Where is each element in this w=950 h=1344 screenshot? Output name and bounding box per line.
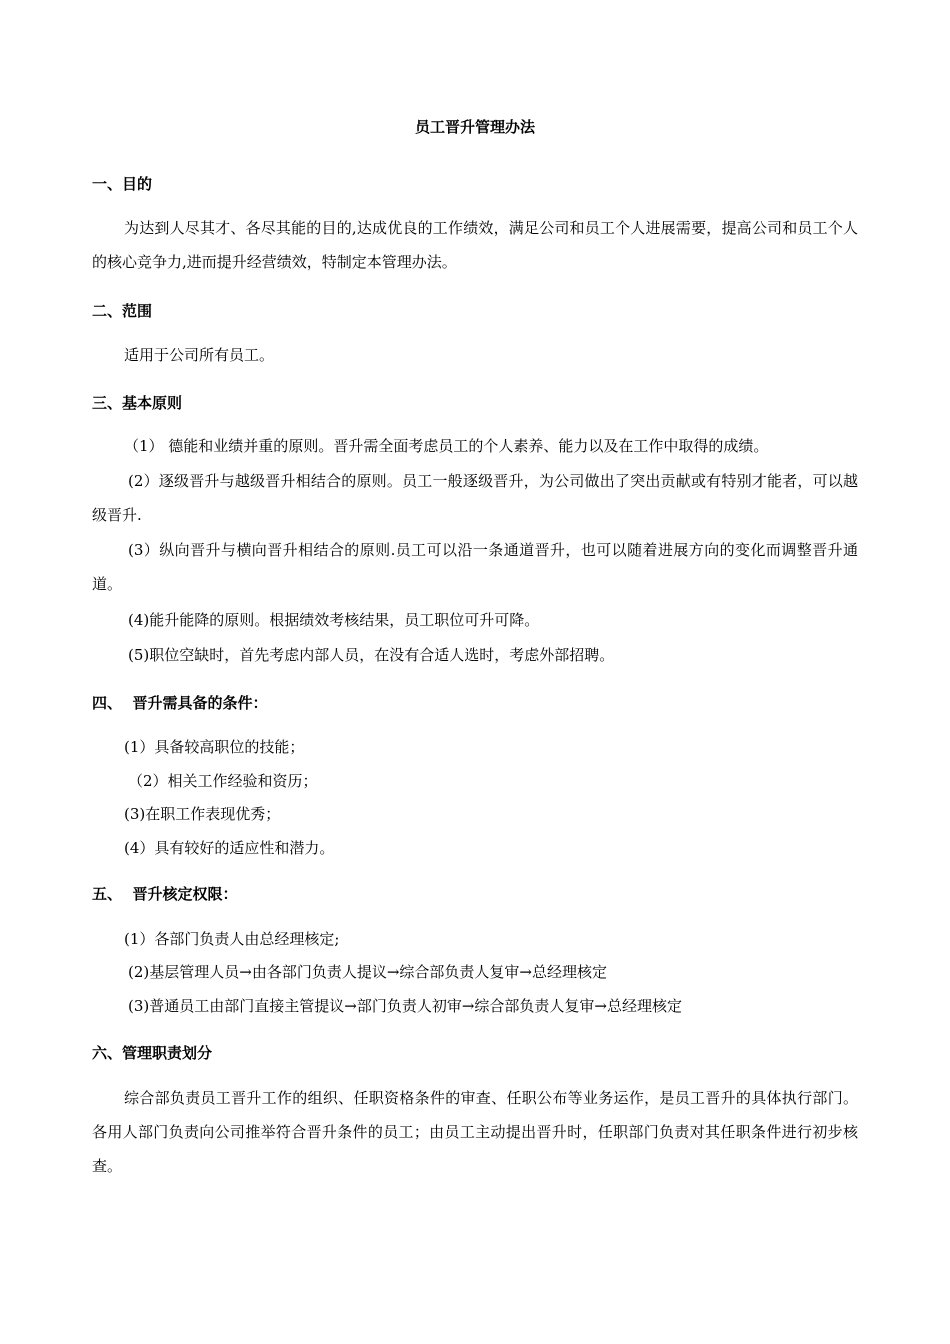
- authority-item: (1）各部门负责人由总经理核定;: [124, 930, 340, 948]
- section-body-scope: 适用于公司所有员工。: [124, 346, 275, 364]
- principle-item: (3）纵向晋升与横向晋升相结合的原则.员工可以沿一条通道晋升，也可以随着进展方向的变化而调整晋升通道。: [92, 541, 858, 593]
- condition-item: (1）具备较高职位的技能；: [124, 738, 305, 756]
- authority-item: (2)基层管理人员→由各部门负责人提议→综合部负责人复审→总经理核定: [128, 963, 607, 981]
- condition-item: (4）具有较好的适应性和潜力。: [124, 839, 335, 857]
- section-body-purpose: 为达到人尽其才、各尽其能的目的,达成优良的工作绩效，满足公司和员工个人进展需要，提高公司和员工个人的核心竞争力,进而提升经营绩效，特制定本管理办法。: [92, 219, 858, 271]
- authority-item: (3)普通员工由部门直接主管提议→部门负责人初审→综合部负责人复审→总经理核定: [128, 997, 682, 1015]
- section-heading-scope: 二、范围: [92, 302, 153, 320]
- principle-item: (5)职位空缺时，首先考虑内部人员，在没有合适人选时，考虑外部招聘。: [128, 646, 615, 664]
- principle-item: （1） 德能和业绩并重的原则。晋升需全面考虑员工的个人素养、能力以及在工作中取得的成绩。: [124, 437, 769, 455]
- document-title: 员工晋升管理办法: [414, 118, 535, 136]
- section-heading-purpose: 一、目的: [92, 175, 153, 193]
- section-heading-principles: 三、基本原则: [92, 394, 183, 412]
- principle-item: (2）逐级晋升与越级晋升相结合的原则。员工一般逐级晋升，为公司做出了突出贡献或有特别才能者，可以越级晋升.: [92, 472, 858, 524]
- section-heading-conditions: 四、 晋升需具备的条件：: [92, 694, 268, 712]
- condition-item: （2）相关工作经验和资历；: [128, 772, 318, 790]
- section-heading-authority: 五、 晋升核定权限：: [92, 885, 238, 903]
- section-heading-responsibilities: 六、管理职责划分: [92, 1044, 213, 1062]
- principle-item: (4)能升能降的原则。根据绩效考核结果，员工职位可升可降。: [128, 611, 540, 629]
- section-body-responsibilities: 综合部负责员工晋升工作的组织、任职资格条件的审查、任职公布等业务运作，是员工晋升的具体执行部门。各用人部门负责向公司推举符合晋升条件的员工；由员工主动提出晋升时，任职部门负责对其任职条件进行初步核查。: [92, 1089, 858, 1175]
- condition-item: (3)在职工作表现优秀；: [124, 805, 281, 823]
